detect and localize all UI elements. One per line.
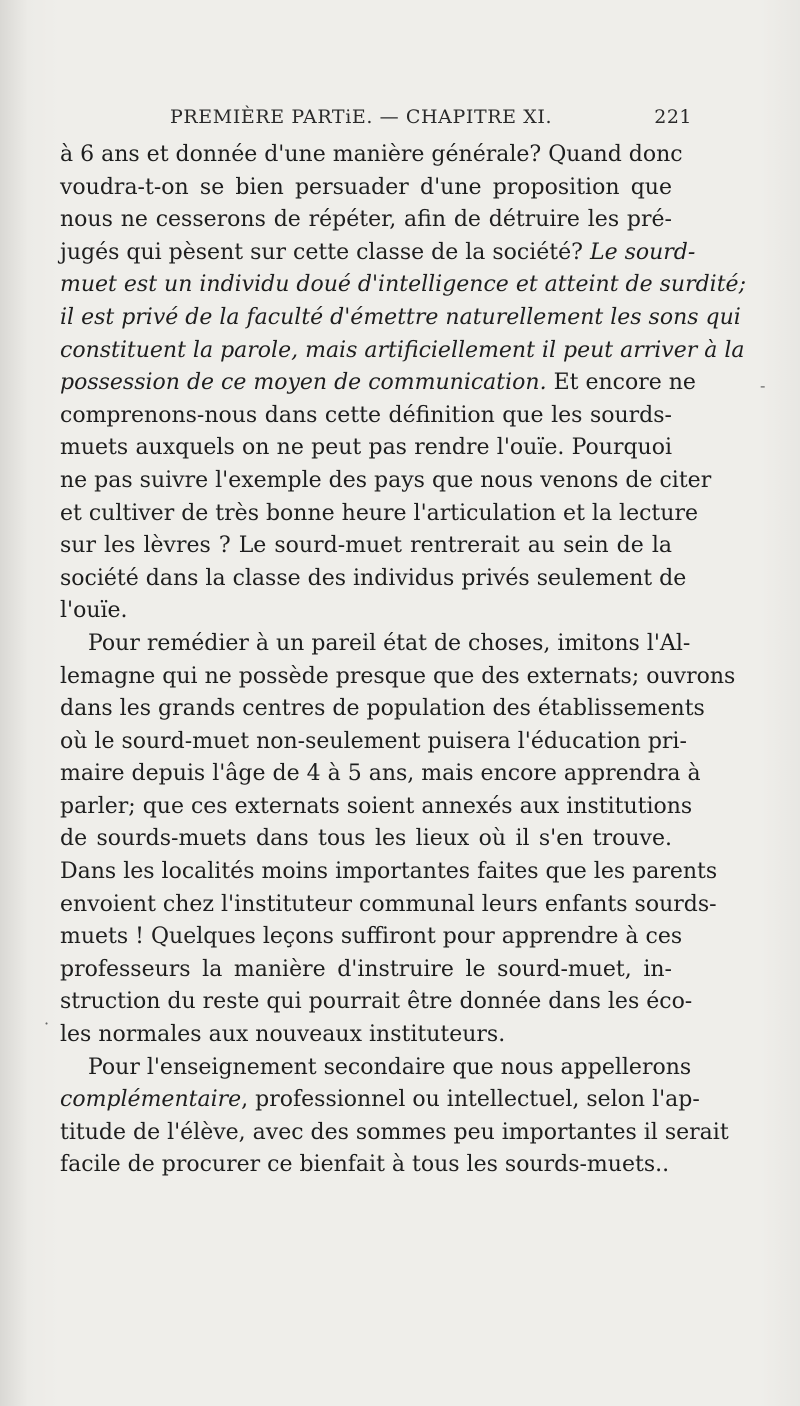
running-head	[60, 104, 692, 134]
text-line-paragraph-start: Pour l'enseignement secondaire que nous appellerons	[88, 1054, 692, 1080]
text-line: ne pas suivre l'exemple des pays que nous venons de citer	[60, 467, 712, 493]
text-line: professeurs la manière d'instruire le sourd-muet, in-	[60, 956, 672, 982]
text-line-paragraph-start: Pour remédier à un pareil état de choses, imitons l'Al-	[88, 630, 691, 656]
text-line: les normales aux nouveaux instituteurs.	[60, 1022, 506, 1048]
text-line-italic: constituent la parole, mais artificiellement il peut arriver à la	[60, 337, 745, 363]
text-line: struction du reste qui pourrait être donnée dans les éco-	[60, 989, 693, 1015]
text-line: possession de ce moyen de communication. Et encore ne	[60, 370, 696, 396]
running-title: PREMIÈRE PARTiE. — CHAPITRE XI.	[170, 106, 553, 128]
text-line: Dans les localités moins importantes faites que les parents	[60, 859, 718, 885]
text-line-italic: muet est un individu doué d'intelligence et atteint de surdité;	[60, 272, 746, 298]
text-line: société dans la classe des individus privés seulement de	[60, 565, 687, 591]
italic-phrase: complémentaire	[60, 1087, 242, 1113]
text-line: muets ! Quelques leçons suffiront pour apprendre à ces	[60, 924, 683, 950]
text-line: dans les grands centres de population des établissements	[60, 696, 705, 722]
text-line: à 6 ans et donnée d'une manière générale? Quand donc	[60, 142, 683, 167]
text-line: envoient chez l'instituteur communal leurs enfants sourds-	[60, 891, 717, 917]
text-line: titude de l'élève, avec des sommes peu importantes il serait	[60, 1119, 729, 1145]
text-line: facile de procurer ce bienfait à tous les sourds-muets..	[60, 1152, 670, 1178]
margin-speck: ·	[44, 1014, 50, 1033]
text-line: maire depuis l'âge de 4 à 5 ans, mais encore apprendra à	[60, 761, 701, 787]
text-line: nous ne cesserons de répéter, afin de détruire les pré-	[60, 207, 672, 233]
margin-speck: -	[760, 376, 766, 395]
text-line: voudra-t-on se bien persuader d'une proposition que	[60, 174, 672, 200]
text-line: l'ouïe.	[60, 598, 128, 624]
text-line: muets auxquels on ne peut pas rendre l'ouïe. Pourquoi	[60, 435, 672, 461]
text-tail: Et encore ne	[546, 370, 696, 396]
text-line-italic: il est privé de la faculté d'émettre naturellement les sons qui	[60, 304, 741, 330]
text-line: complémentaire, professionnel ou intellectuel, selon l'ap-	[60, 1087, 700, 1113]
italic-phrase: Le sourd-	[589, 239, 696, 265]
text-line: où le sourd-muet non-seulement puisera l'éducation pri-	[60, 728, 687, 754]
body-text	[60, 139, 746, 1182]
text-line: lemagne qui ne possède presque que des externats; ouvrons	[60, 663, 736, 689]
text-line: de sourds-muets dans tous les lieux où il s'en trouve.	[60, 826, 672, 852]
text-line: parler; que ces externats soient annexés aux institutions	[60, 793, 693, 819]
text-line: et cultiver de très bonne heure l'articulation et la lecture	[60, 500, 698, 526]
text-line: sur les lèvres ? Le sourd-muet rentrerait au sein de la	[60, 533, 672, 559]
text-line: comprenons-nous dans cette définition que les sourds-	[60, 402, 672, 428]
page-number: 221	[654, 106, 692, 128]
text-line: jugés qui pèsent sur cette classe de la société? Le sourd-	[60, 239, 696, 265]
